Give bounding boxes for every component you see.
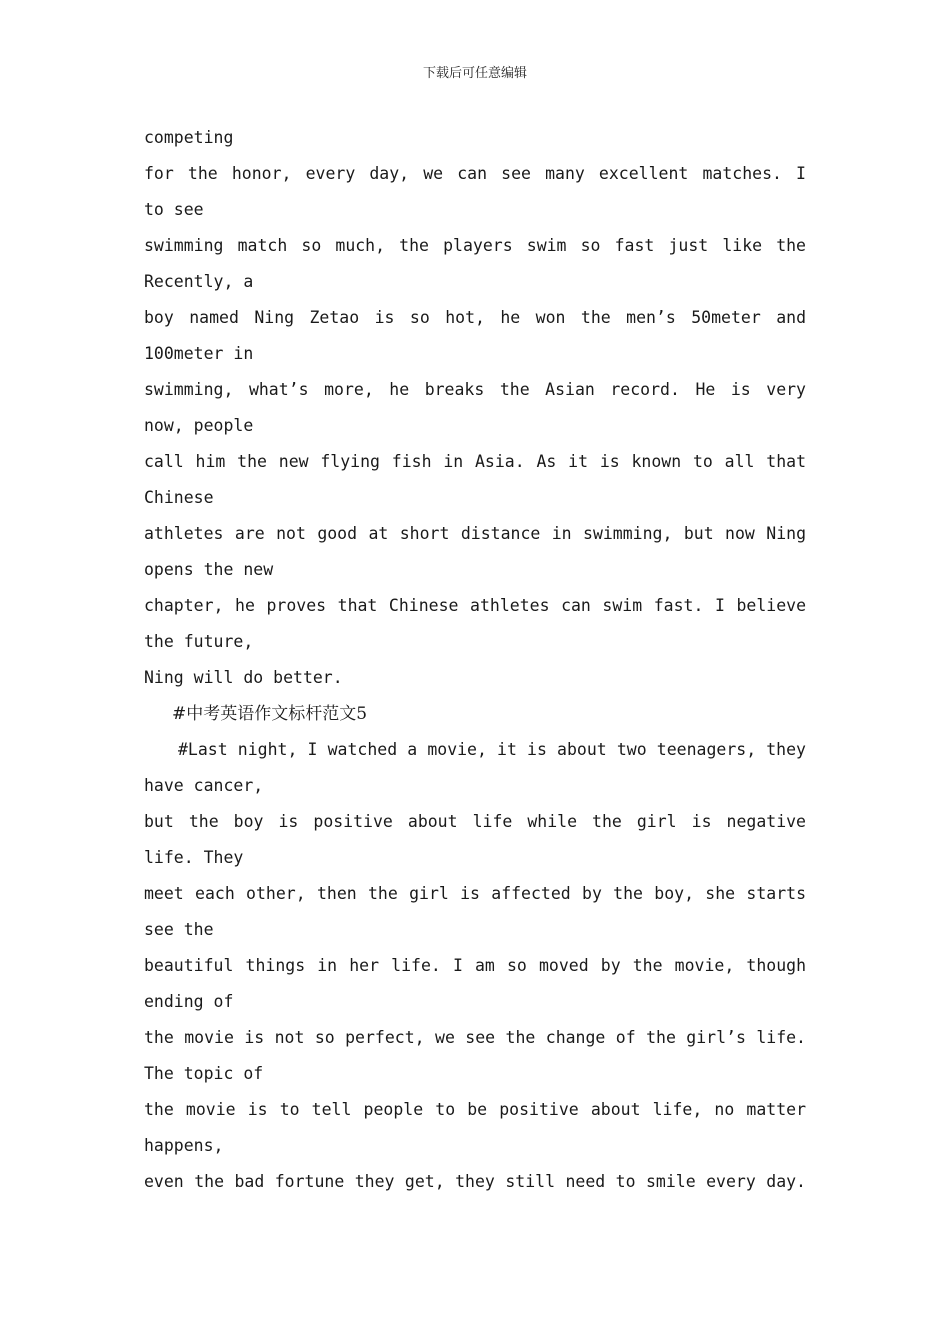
text-line: happens, [144, 1136, 224, 1155]
text-line: Recently, a [144, 272, 254, 291]
text-line: 100meter in [144, 344, 254, 363]
document-body [144, 120, 806, 1200]
text-line: have cancer, [144, 776, 264, 795]
text-line: see the [144, 920, 214, 939]
text-line: the movie is to tell people to be positive about life, no matter [144, 1100, 806, 1119]
text-line: meet each other, then the girl is affected by the boy, she starts [144, 884, 806, 903]
text-line: chapter, he proves that Chinese athletes can swim fast. I believe [144, 596, 806, 615]
text-line: swimming match so much, the players swim so fast just like the [144, 236, 806, 255]
text-line: Ning will do better. [144, 668, 343, 687]
text-line: even the bad fortune they get, they still need to smile every day. [144, 1172, 806, 1191]
page-header-note: 下载后可任意编辑 [422, 66, 527, 81]
text-line: boy named Ning Zetao is so hot, he won the men’s 50meter and [144, 308, 806, 327]
text-line: #Last night, I watched a movie, it is about two teenagers, they [178, 740, 806, 759]
text-line: athletes are not good at short distance in swimming, but now Ning [144, 524, 806, 543]
text-line: opens the new [144, 560, 274, 579]
text-line: now, people [144, 416, 254, 435]
text-line: to see [144, 200, 204, 219]
text-line: the future, [144, 632, 254, 651]
section-heading: #中考英语作文标杆范文5 [172, 704, 368, 724]
text-line: ending of [144, 992, 234, 1011]
text-line: The topic of [144, 1064, 264, 1083]
text-line: Chinese [144, 488, 214, 507]
text-line: call him the new flying fish in Asia. As it is known to all that [144, 452, 806, 471]
text-line: beautiful things in her life. I am so moved by the movie, though [144, 956, 806, 975]
text-line: life. They [144, 848, 244, 867]
text-line: for the honor, every day, we can see many excellent matches. I [144, 164, 806, 183]
text-line: the movie is not so perfect, we see the change of the girl’s life. [144, 1028, 806, 1047]
text-line: competing [144, 128, 234, 147]
text-line: but the boy is positive about life while the girl is negative [144, 812, 806, 831]
text-line: swimming, what’s more, he breaks the Asian record. He is very [144, 380, 806, 399]
